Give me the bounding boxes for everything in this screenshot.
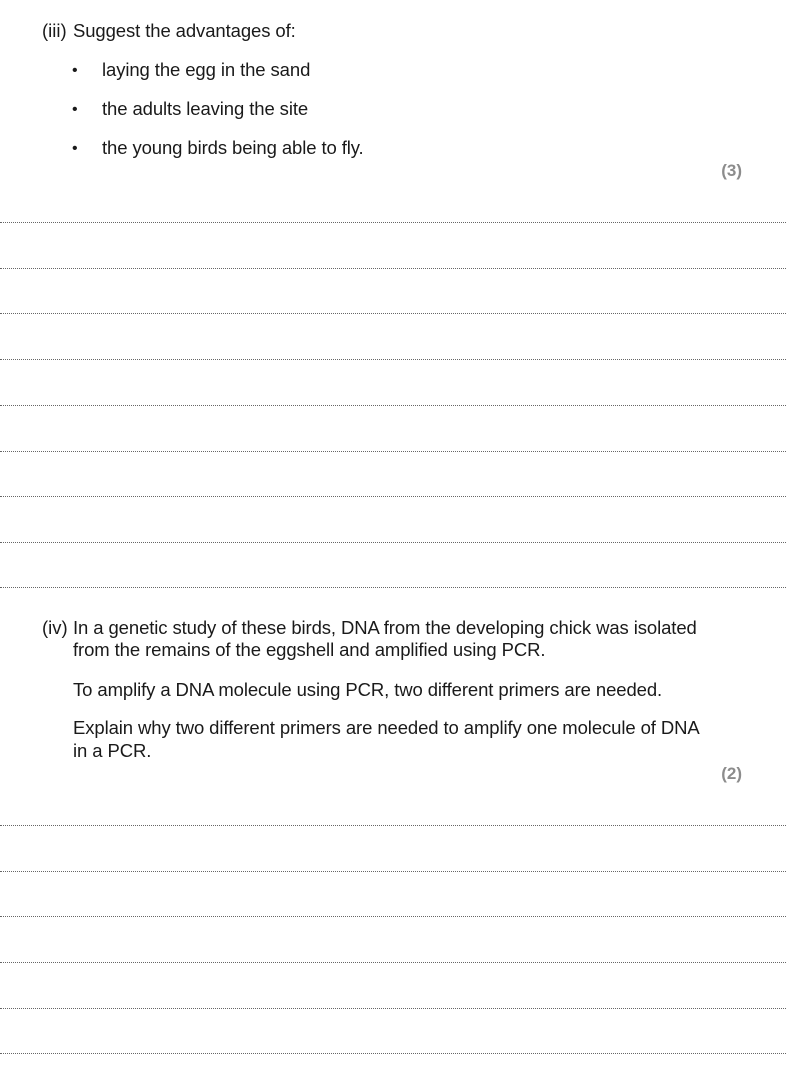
bullet-icon: • (72, 101, 78, 118)
answer-line[interactable] (0, 871, 786, 872)
question-iv-paragraph-1-line-2: from the remains of the eggshell and amplified using PCR. (73, 639, 546, 660)
question-iv-paragraph-1-line-1: In a genetic study of these birds, DNA from the developing chick was isolated (73, 617, 697, 638)
bullet-icon: • (72, 62, 78, 79)
answer-line[interactable] (0, 222, 786, 223)
answer-line[interactable] (0, 313, 786, 314)
answer-line[interactable] (0, 1008, 786, 1009)
answer-line[interactable] (0, 451, 786, 452)
answer-line[interactable] (0, 496, 786, 497)
marks-badge: (2) (721, 764, 742, 783)
bullet-item-adults-leaving: the adults leaving the site (102, 98, 309, 119)
question-iv-paragraph-3-line-1: Explain why two different primers are needed to amplify one molecule of DNA (73, 717, 700, 738)
answer-line[interactable] (0, 542, 786, 543)
answer-line[interactable] (0, 962, 786, 963)
answer-line[interactable] (0, 587, 786, 588)
question-iii-prompt: Suggest the advantages of: (73, 20, 296, 41)
bullet-item-egg-in-sand: laying the egg in the sand (102, 59, 311, 80)
question-iii-number: (iii) (42, 20, 67, 41)
marks-badge: (3) (721, 161, 742, 180)
answer-line[interactable] (0, 916, 786, 917)
answer-line[interactable] (0, 1053, 786, 1054)
bullet-icon: • (72, 140, 78, 157)
answer-line[interactable] (0, 825, 786, 826)
question-iv-paragraph-2: To amplify a DNA molecule using PCR, two different primers are needed. (73, 679, 663, 700)
answer-line[interactable] (0, 405, 786, 406)
question-iv-number: (iv) (42, 617, 68, 638)
question-iv-paragraph-3-line-2: in a PCR. (73, 740, 152, 761)
answer-line[interactable] (0, 268, 786, 269)
answer-line[interactable] (0, 359, 786, 360)
bullet-item-young-birds-fly: the young birds being able to fly. (102, 137, 364, 158)
